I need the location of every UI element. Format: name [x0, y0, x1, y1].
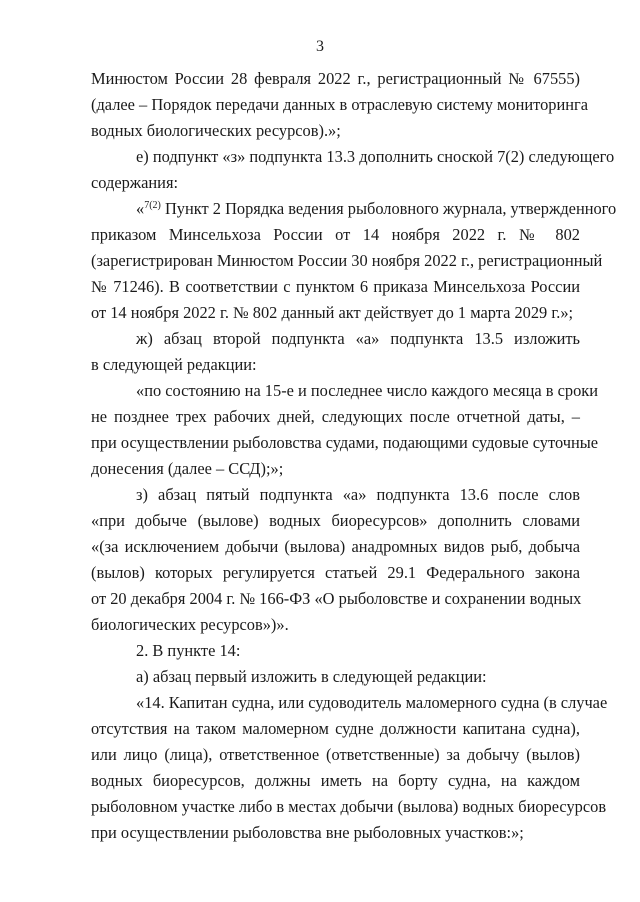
- text-line: «14. Капитан судна, или судоводитель маломерного судна (в случае: [136, 693, 608, 712]
- text-line: ж) абзац второй подпункта «а» подпункта 13.5 изложить: [136, 329, 580, 348]
- text-line: в следующей редакции:: [91, 355, 257, 374]
- text-line: з) абзац пятый подпункта «а» подпункта 13.6 после слов: [136, 485, 580, 504]
- text-line: от 20 декабря 2004 г. № 166-ФЗ «О рыболовстве и сохранении водных: [91, 589, 582, 608]
- text-line: или лицо (лица), ответственное (ответственные) за добычу (вылов): [91, 745, 580, 764]
- text-line: «при добыче (вылове) водных биоресурсов» дополнить словами: [91, 511, 580, 530]
- text-line: приказом Минсельхоза России от 14 ноября 2022 г. № 802: [91, 225, 580, 244]
- text-line: № 71246). В соответствии с пунктом 6 приказа Минсельхоза России: [91, 277, 580, 296]
- paragraph: [91, 326, 580, 378]
- paragraph: [91, 144, 615, 196]
- text-line: (вылов) которых регулируется статьей 29.1 Федерального закона: [91, 563, 580, 582]
- paragraph: [91, 690, 608, 846]
- text-line: а) абзац первый изложить в следующей редакции:: [136, 667, 487, 686]
- text-line: (далее – Порядок передачи данных в отраслевую систему мониторинга: [91, 95, 589, 114]
- page-number: 3: [316, 38, 324, 55]
- text-line: «по состоянию на 15-е и последнее число каждого месяца в сроки: [136, 381, 599, 400]
- text-line: рыболовном участке либо в местах добычи (вылова) водных биоресурсов: [91, 797, 607, 816]
- text-line: е) подпункт «з» подпункта 13.3 дополнить сноской 7(2) следующего: [136, 147, 615, 166]
- text-line: Минюстом России 28 февраля 2022 г., регистрационный № 67555): [91, 69, 580, 88]
- paragraph: [91, 638, 580, 664]
- text-line: не позднее трех рабочих дней, следующих после отчетной даты, –: [91, 407, 580, 426]
- text-line: при осуществлении рыболовства вне рыболовных участков:»;: [91, 823, 524, 842]
- text-line: водных биологических ресурсов).»;: [91, 121, 341, 140]
- footnote-paragraph: [91, 196, 617, 326]
- paragraph: [91, 482, 580, 638]
- text-line: [91, 196, 617, 222]
- text-line: «(за исключением добычи (вылова) анадромных видов рыб, добыча: [91, 537, 580, 556]
- text-line: водных биоресурсов, должны иметь на борту судна, на каждом: [91, 771, 580, 790]
- text-line: донесения (далее – ССД);»;: [91, 459, 284, 478]
- text-line: биологических ресурсов»)».: [91, 615, 289, 634]
- paragraph: [91, 664, 580, 690]
- document-body: [91, 66, 617, 846]
- text-line: 2. В пункте 14:: [136, 641, 241, 660]
- text-line: при осуществлении рыболовства судами, подающими судовые суточные: [91, 433, 599, 452]
- text-line: содержания:: [91, 173, 179, 192]
- open-quote: «: [136, 199, 145, 218]
- text-line: от 14 ноября 2022 г. № 802 данный акт действует до 1 марта 2029 г.»;: [91, 303, 574, 322]
- text-line: отсутствия на таком маломерном судне должности капитана судна),: [91, 719, 580, 738]
- text-line: (зарегистрирован Минюстом России 30 ноября 2022 г., регистрационный: [91, 251, 603, 270]
- footnote-mark: 7(2): [144, 200, 161, 211]
- footnote-first-line: Пункт 2 Порядка ведения рыболовного журнала, утвержденного: [160, 199, 617, 218]
- paragraph: [91, 378, 599, 482]
- paragraph: [91, 66, 589, 144]
